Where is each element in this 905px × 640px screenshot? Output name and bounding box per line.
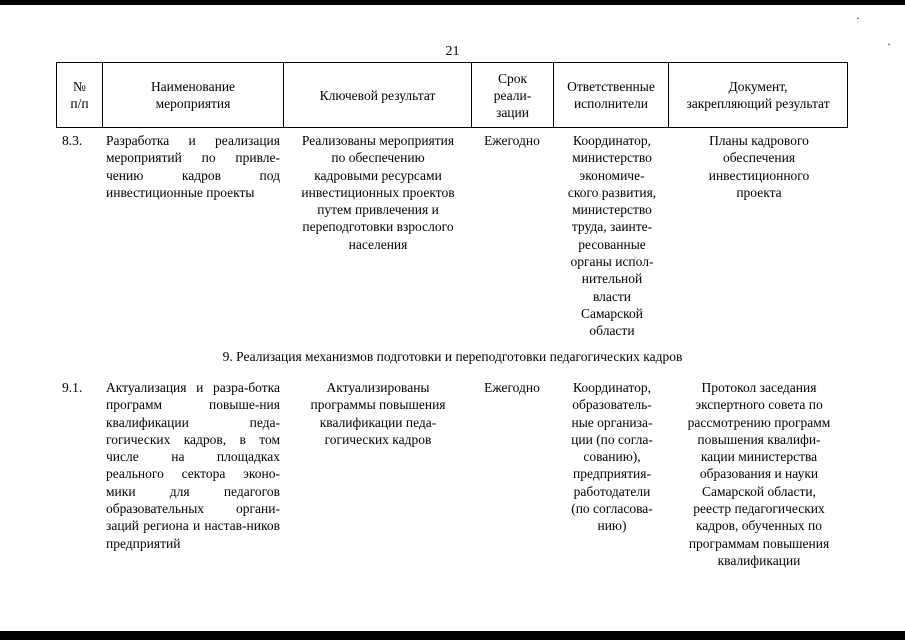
row-document: Протокол заседания экспертного совета по рассмотрению программ повышения квалифи- кации министерства образования и науки Самарской области, реестр педагогических кадров, обученных по программам повышения квалификации <box>687 380 831 568</box>
row-name: Актуализация и разра-ботка программ повыше-ния квалификации педа-гогических кадров, в том числе на площадках реального сектора эконо-мики для педагогов образовательных органи-заций региона и настав-ников предприятий <box>106 380 280 551</box>
header-col-number: № п/п <box>56 62 102 128</box>
row-executors: Координатор, образователь- ные организа- ции (по согла- сованию), предприятия- работодатели (по согласова- нию) <box>571 380 653 534</box>
row-name: Разработка и реализация мероприятий по привле-чению кадров под инвестиционные проекты <box>106 133 280 200</box>
header-col-document: Документ, закрепляющий результат <box>668 62 848 128</box>
page-number: 21 <box>445 44 460 59</box>
header-col-result: Ключевой результат <box>283 62 471 128</box>
row-result: Реализованы мероприятия по обеспечению кадровыми ресурсами инвестиционных проектов путем привлечения и переподготовки взрослого населения <box>301 133 455 252</box>
row-document: Планы кадрового обеспечения инвестиционного проекта <box>708 133 810 200</box>
row-number: 8.3. <box>62 133 83 148</box>
row-executors: Координатор, министерство экономиче- ского развития, министерство труда, заинте- ресованные органы испол- нительной власти Самарской области <box>567 133 657 339</box>
row-result: Актуализированы программы повышения квалификации педа- гогических кадров <box>310 380 446 447</box>
row-term: Ежегодно <box>484 133 540 148</box>
row-term: Ежегодно <box>484 380 540 395</box>
row-number: 9.1. <box>62 380 83 395</box>
bottom-border-bar <box>0 631 905 640</box>
scan-mark: · <box>887 37 891 51</box>
section-title: 9. Реализация механизмов подготовки и переподготовки педагогических кадров <box>222 349 683 364</box>
header-col-name: Наименование мероприятия <box>102 62 283 128</box>
top-border-bar <box>0 0 905 5</box>
header-col-executors: Ответственные исполнители <box>553 62 668 128</box>
header-col-term: Срок реали- зации <box>471 62 553 128</box>
scan-mark: · <box>856 11 860 25</box>
